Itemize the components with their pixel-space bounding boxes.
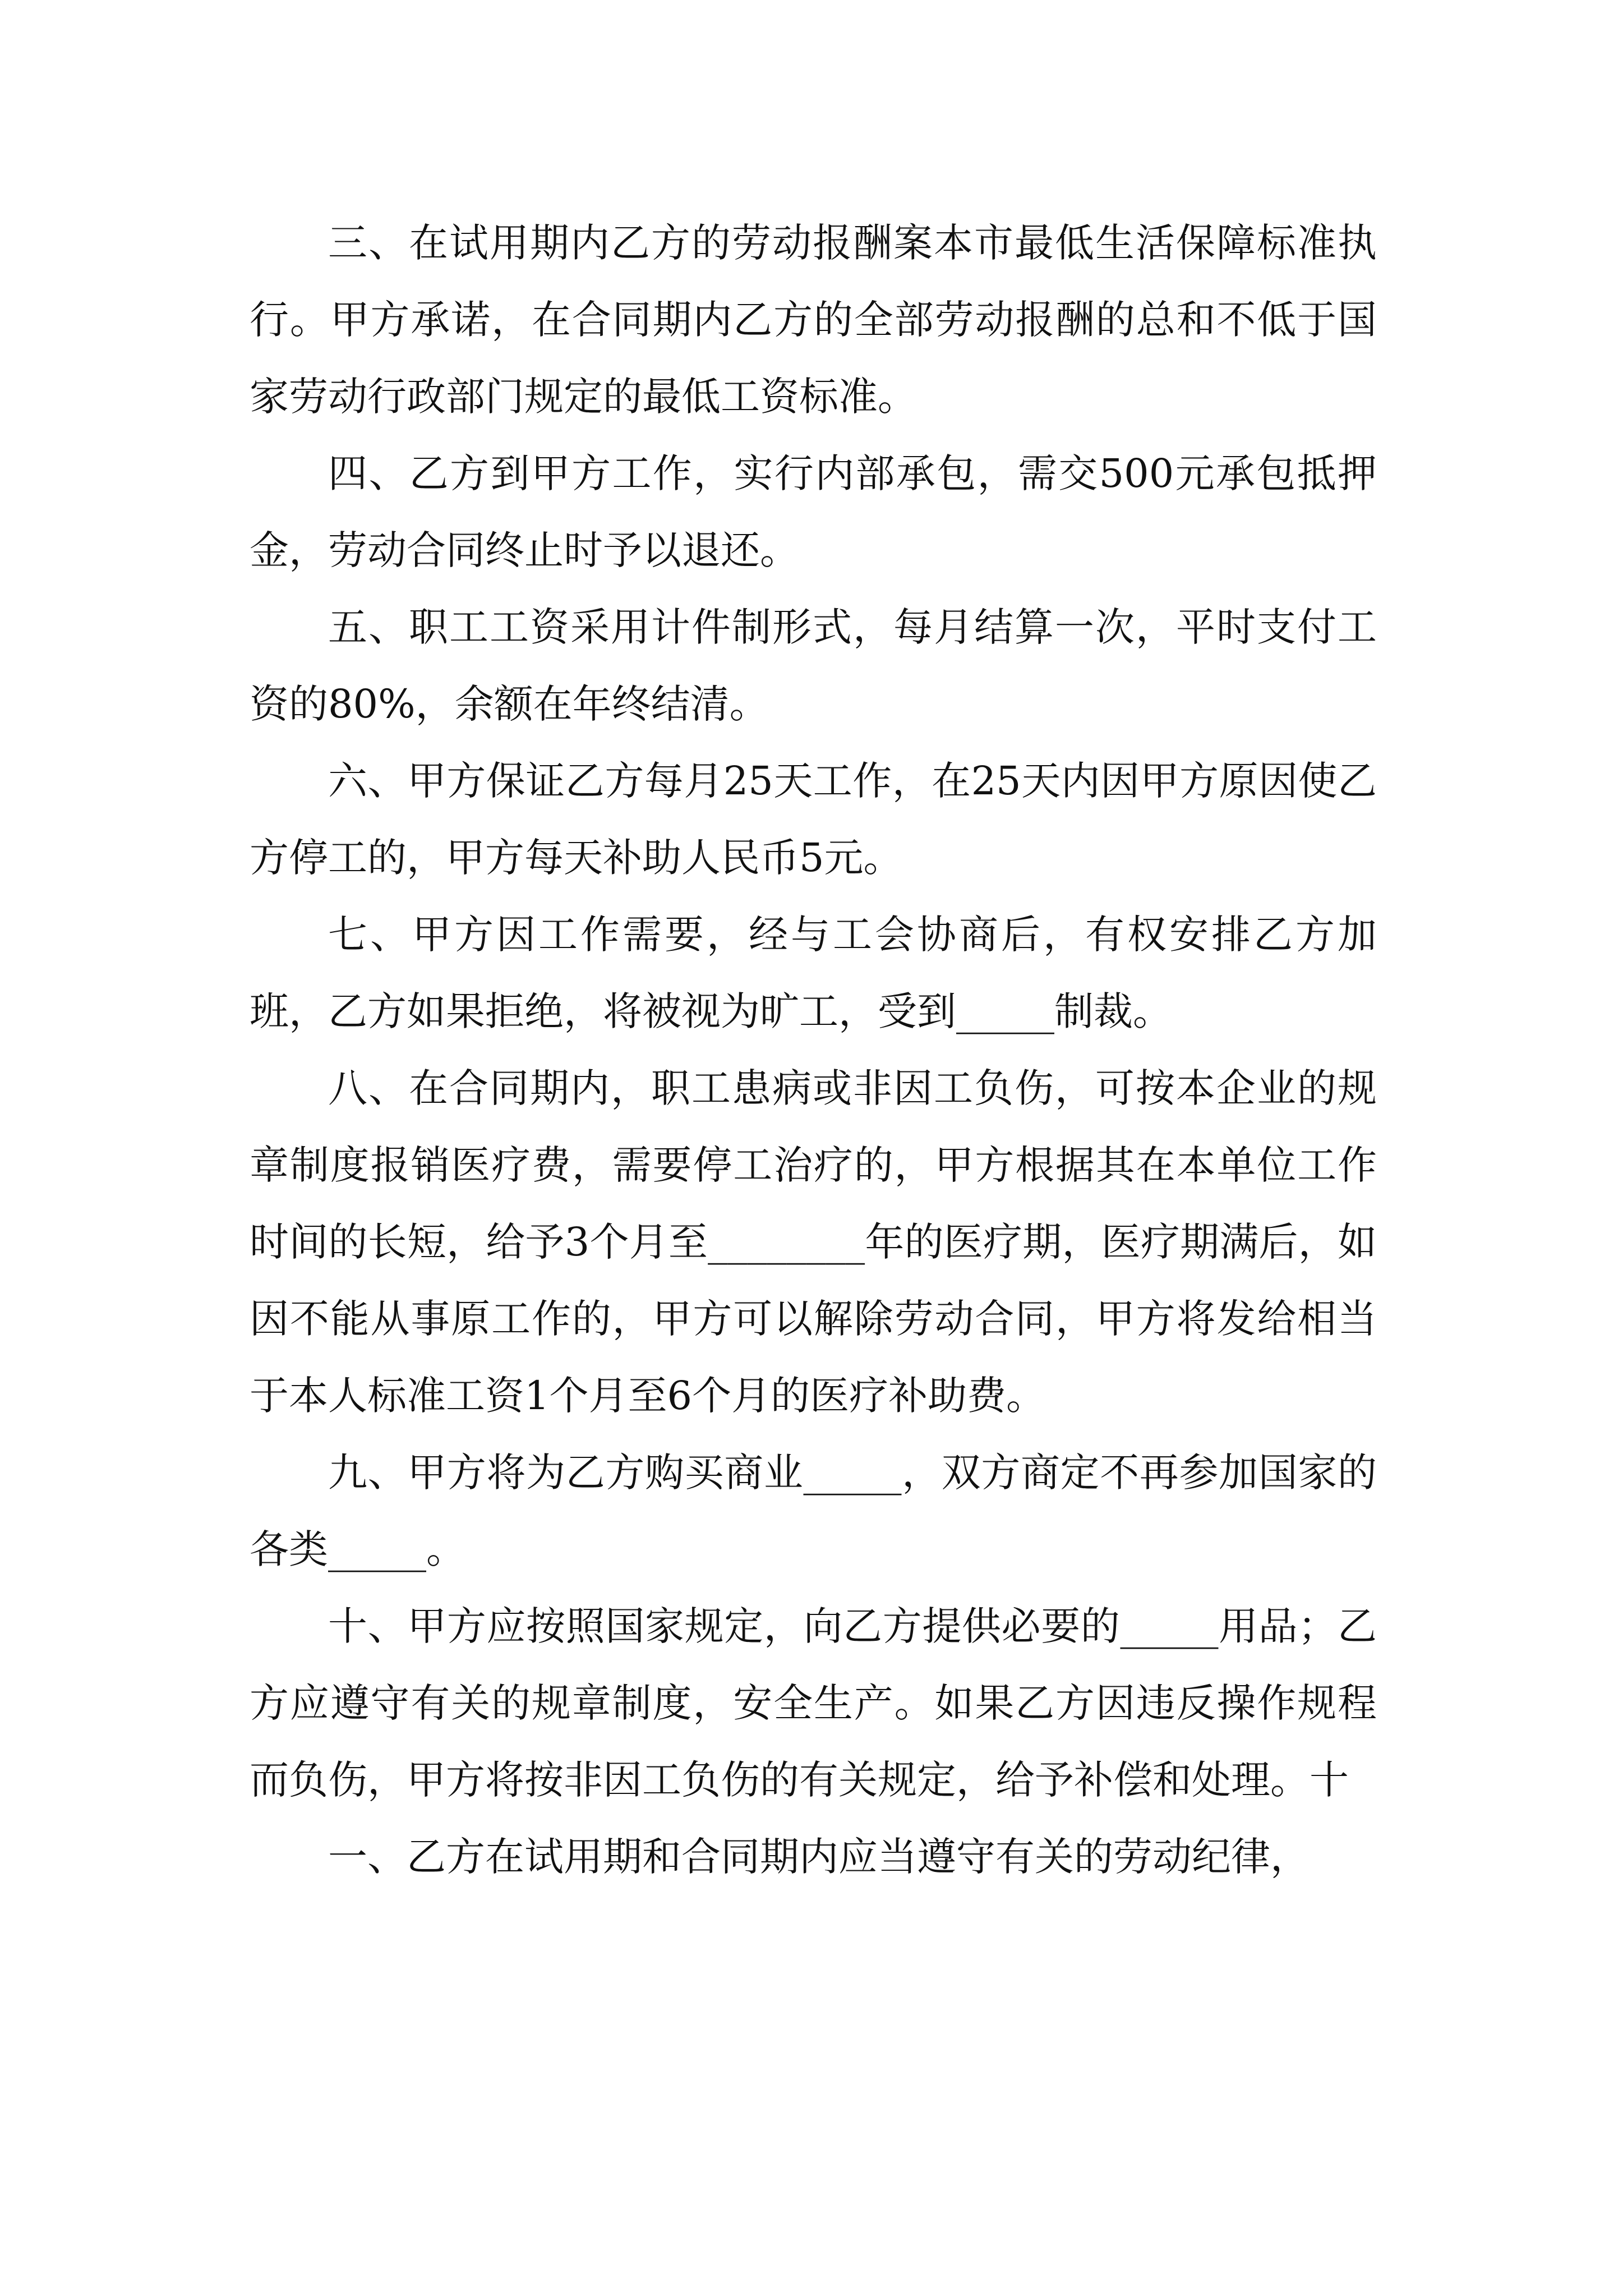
paragraph-6: 六、甲方保证乙方每月25天工作，在25天内因甲方原因使乙方停工的，甲方每天补助人民币5元。	[250, 758, 1377, 881]
paragraph-4: 四、乙方到甲方工作，实行内部承包，需交500元承包抵押金，劳动合同终止时予以退还。	[250, 450, 1377, 573]
paragraph-9: 九、甲方将为乙方购买商业_____，双方商定不再参加国家的各类_____。	[250, 1450, 1377, 1572]
paragraph-7: 七、甲方因工作需要，经与工会协商后，有权安排乙方加班，乙方如果拒绝，将被视为旷工，受到_____制裁。	[250, 912, 1377, 1034]
paragraph-5: 五、职工工资采用计件制形式，每月结算一次，平时支付工资的80%，余额在年终结清。	[250, 604, 1377, 727]
document-body	[250, 205, 1377, 1895]
paragraph-8: 八、在合同期内，职工患病或非因工负伤，可按本企业的规章制度报销医疗费，需要停工治疗的，甲方根据其在本单位工作时间的长短，给予3个月至________年的医疗期，医疗期满后，如因不能从事原工作的，甲方可以解除劳动合同，甲方将发给相当于本人标准工资1个月至6个月的医疗补助费。	[250, 1065, 1377, 1419]
paragraph-3: 三、在试用期内乙方的劳动报酬案本市最低生活保障标准执行。甲方承诺，在合同期内乙方的全部劳动报酬的总和不低于国家劳动行政部门规定的最低工资标准。	[250, 220, 1377, 420]
paragraph-10: 十、甲方应按照国家规定，向乙方提供必要的_____用品；乙方应遵守有关的规章制度，安全生产。如果乙方因违反操作规程而负伤，甲方将按非因工负伤的有关规定，给予补偿和处理。十	[250, 1603, 1377, 1803]
paragraph-11: 一、乙方在试用期和合同期内应当遵守有关的劳动纪律，	[328, 1834, 1310, 1880]
